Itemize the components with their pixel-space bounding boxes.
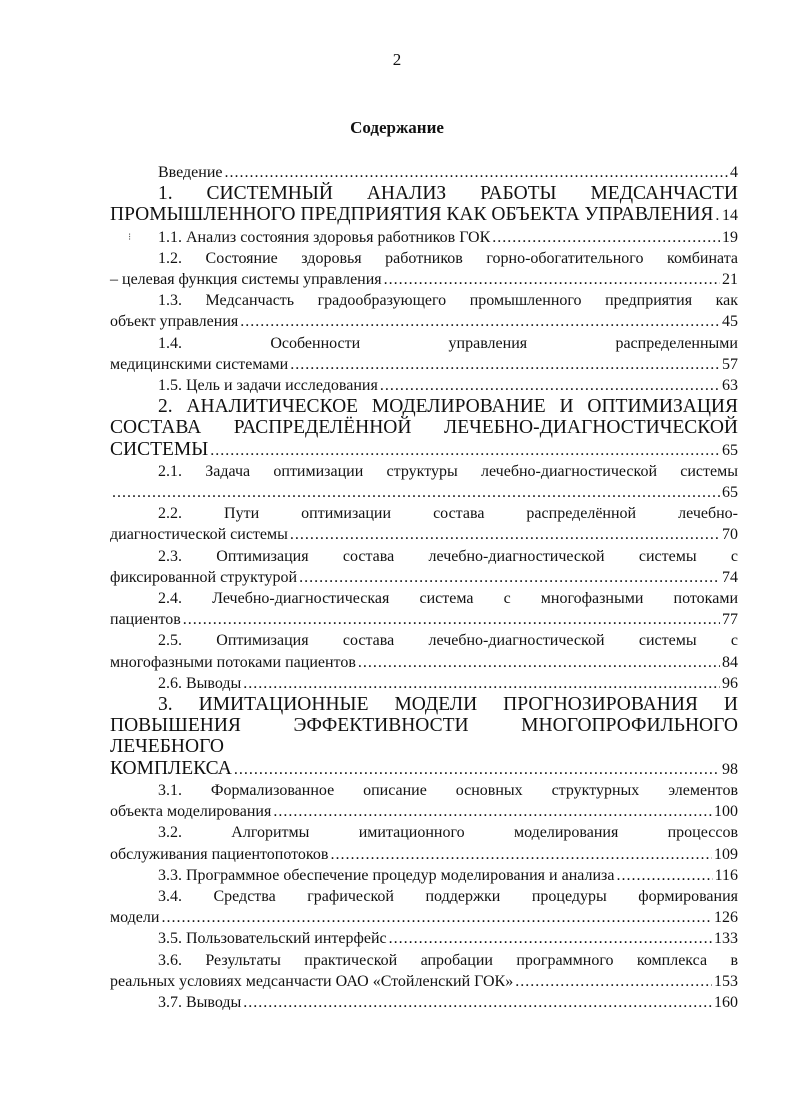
toc-entry-title-end: диагностической системы — [110, 526, 288, 544]
toc-entry — [110, 886, 738, 928]
toc-entry-title: 2.1. Задача оптимизации структуры лечебно-диагностической системы — [158, 462, 738, 480]
dot-leader — [290, 354, 720, 375]
toc-page-number: 126 — [714, 909, 738, 927]
toc-page-number: 70 — [722, 526, 738, 544]
toc-entry-title-end: объекта моделирования — [110, 803, 272, 821]
toc-entry — [110, 503, 738, 545]
toc-entry — [110, 227, 738, 248]
toc-entry — [110, 992, 738, 1013]
toc-entry-title-end: 3.7. Выводы — [158, 993, 242, 1011]
toc-entry — [110, 248, 738, 290]
toc-entry — [110, 865, 738, 886]
dot-leader — [384, 269, 720, 290]
toc-entry-title-end: ПРОМЫШЛЕННОГО ПРЕДПРИЯТИЯ КАК ОБЪЕКТА УПРАВЛЕНИЯ — [110, 204, 714, 226]
toc-page-number: 98 — [722, 760, 738, 778]
toc-page-number: 14 — [722, 207, 738, 225]
toc-entry-title-end: КОМПЛЕКСА — [110, 757, 232, 779]
toc-entry-title-end: Введение — [158, 164, 223, 181]
toc-entry-title-end: объект управления — [110, 313, 239, 331]
toc-entry-title: 1.3. Медсанчасть градообразующего промышленного предприятия как — [158, 292, 738, 310]
toc-page-number: 116 — [714, 866, 738, 884]
toc-entry-title: 3.2. Алгоритмы имитационного моделирования процессов — [158, 824, 738, 842]
dot-leader — [290, 524, 720, 545]
dot-leader — [112, 482, 720, 503]
dot-leader — [243, 673, 720, 694]
dot-leader — [225, 162, 729, 183]
toc-entry-title: 1. СИСТЕМНЫЙ АНАЛИЗ РАБОТЫ МЕДСАНЧАСТИ — [158, 183, 738, 205]
toc-page-number: 21 — [722, 271, 738, 289]
toc-page-number: 84 — [722, 653, 738, 671]
dot-leader — [240, 311, 720, 332]
toc-entry — [110, 928, 738, 949]
dot-leader — [492, 227, 720, 248]
toc-page-number: 19 — [722, 228, 738, 246]
dot-leader — [183, 609, 720, 630]
toc-entry — [110, 162, 738, 183]
toc-entry-title-end: СИСТЕМЫ — [110, 438, 209, 460]
toc-entry — [110, 375, 738, 396]
toc-entry — [110, 822, 738, 864]
toc-entry — [110, 461, 738, 503]
toc-entry — [110, 546, 738, 588]
toc-page-number: 109 — [714, 845, 738, 863]
dot-leader — [299, 567, 720, 588]
toc-page-number: 74 — [722, 568, 738, 586]
toc-entry-title: 3.1. Формализованное описание основных структурных элементов — [158, 781, 738, 799]
toc-page-number: 63 — [722, 377, 738, 395]
dot-leader — [389, 928, 712, 949]
toc-entry-title-end: модели — [110, 909, 160, 927]
dot-leader — [358, 652, 720, 673]
toc-page-number: 65 — [722, 441, 738, 459]
toc-page-number: 100 — [714, 803, 738, 821]
toc-page-number: 4 — [730, 164, 738, 181]
dot-leader — [515, 971, 712, 992]
toc-entry-title-end: реальных условиях медсанчасти ОАО «Стойленский ГОК» — [110, 972, 514, 990]
toc-entry — [110, 780, 738, 822]
dot-leader — [380, 375, 720, 396]
toc-page-number: 160 — [714, 993, 738, 1011]
toc-entry-title-end: 2.6. Выводы — [158, 674, 242, 692]
toc-entry-title: 2.4. Лечебно-диагностическая система с многофазными потоками — [158, 590, 738, 608]
scan-artifact: ⁝ — [128, 232, 132, 243]
toc-page-number: 65 — [722, 484, 738, 502]
toc-entry — [110, 630, 738, 672]
toc-page-number: 96 — [722, 674, 738, 692]
toc-entry-title: 1.4. Особенности управления распределенными — [158, 334, 738, 352]
dot-leader — [161, 907, 712, 928]
toc-entry-title: 3.4. Средства графической поддержки процедуры формирования — [158, 887, 738, 905]
toc-entry-title-end: 1.5. Цель и задачи исследования — [158, 377, 378, 395]
dot-leader — [243, 992, 712, 1013]
toc-entry-title-end: 3.3. Программное обеспечение процедур моделирования и анализа — [158, 866, 615, 884]
toc-entry — [110, 588, 738, 630]
toc-entry-title-end: 3.5. Пользовательский интерфейс — [158, 930, 387, 948]
table-of-contents — [110, 162, 738, 1013]
toc-page-number: 57 — [722, 355, 738, 373]
toc-entry-title-end: обслуживания пациентопотоков — [110, 845, 329, 863]
toc-entry-title-end: 1.1. Анализ состояния здоровья работников ГОК — [158, 228, 491, 246]
toc-entry — [110, 950, 738, 992]
toc-entry-title-end: фиксированной структурой — [110, 568, 298, 586]
dot-leader — [715, 205, 720, 226]
toc-page-number: 153 — [714, 972, 738, 990]
toc-entry-title-end: многофазными потоками пациентов — [110, 653, 356, 671]
toc-page-number: 45 — [722, 313, 738, 331]
dot-leader — [273, 801, 712, 822]
toc-entry-title: 3. ИМИТАЦИОННЫЕ МОДЕЛИ ПРОГНОЗИРОВАНИЯ И ПОВЫШЕНИЯ ЭФФЕКТИВНОСТИ МНОГОПРОФИЛЬНОГО ЛЕЧЕБНОГО — [110, 694, 738, 758]
toc-entry-title-end: пациентов — [110, 611, 181, 629]
toc-entry-title: 2.3. Оптимизация состава лечебно-диагностической системы с — [158, 547, 738, 565]
toc-entry-title: 2. АНАЛИТИЧЕСКОЕ МОДЕЛИРОВАНИЕ И ОПТИМИЗАЦИЯ СОСТАВА РАСПРЕДЕЛЁННОЙ ЛЕЧЕБНО-ДИАГНОСТИЧЕСКОЙ — [110, 396, 738, 439]
toc-entry-title: 1.2. Состояние здоровья работников горно-обогатительного комбината — [158, 249, 738, 267]
toc-chapter — [110, 396, 738, 461]
toc-title: Содержание — [350, 118, 444, 137]
toc-page-number: 77 — [722, 611, 738, 629]
toc-entry — [110, 290, 738, 332]
dot-leader — [330, 844, 712, 865]
toc-entry-title-end: медицинскими системами — [110, 355, 289, 373]
toc-page-number: 133 — [714, 930, 738, 948]
toc-chapter — [110, 183, 738, 226]
toc-entry-title: 3.6. Результаты практической апробации программного комплекса в — [158, 951, 738, 969]
toc-entry-title-end: – целевая функция системы управления — [110, 271, 382, 289]
toc-entry — [110, 673, 738, 694]
toc-entry-title: 2.5. Оптимизация состава лечебно-диагностической системы с — [158, 632, 738, 650]
dot-leader — [616, 865, 712, 886]
toc-chapter — [110, 694, 738, 780]
toc-entry — [110, 333, 738, 375]
dot-leader — [210, 440, 720, 461]
dot-leader — [234, 759, 720, 780]
toc-entry-title: 2.2. Пути оптимизации состава распределённой лечебно- — [158, 505, 738, 523]
page-number: 2 — [392, 50, 402, 69]
